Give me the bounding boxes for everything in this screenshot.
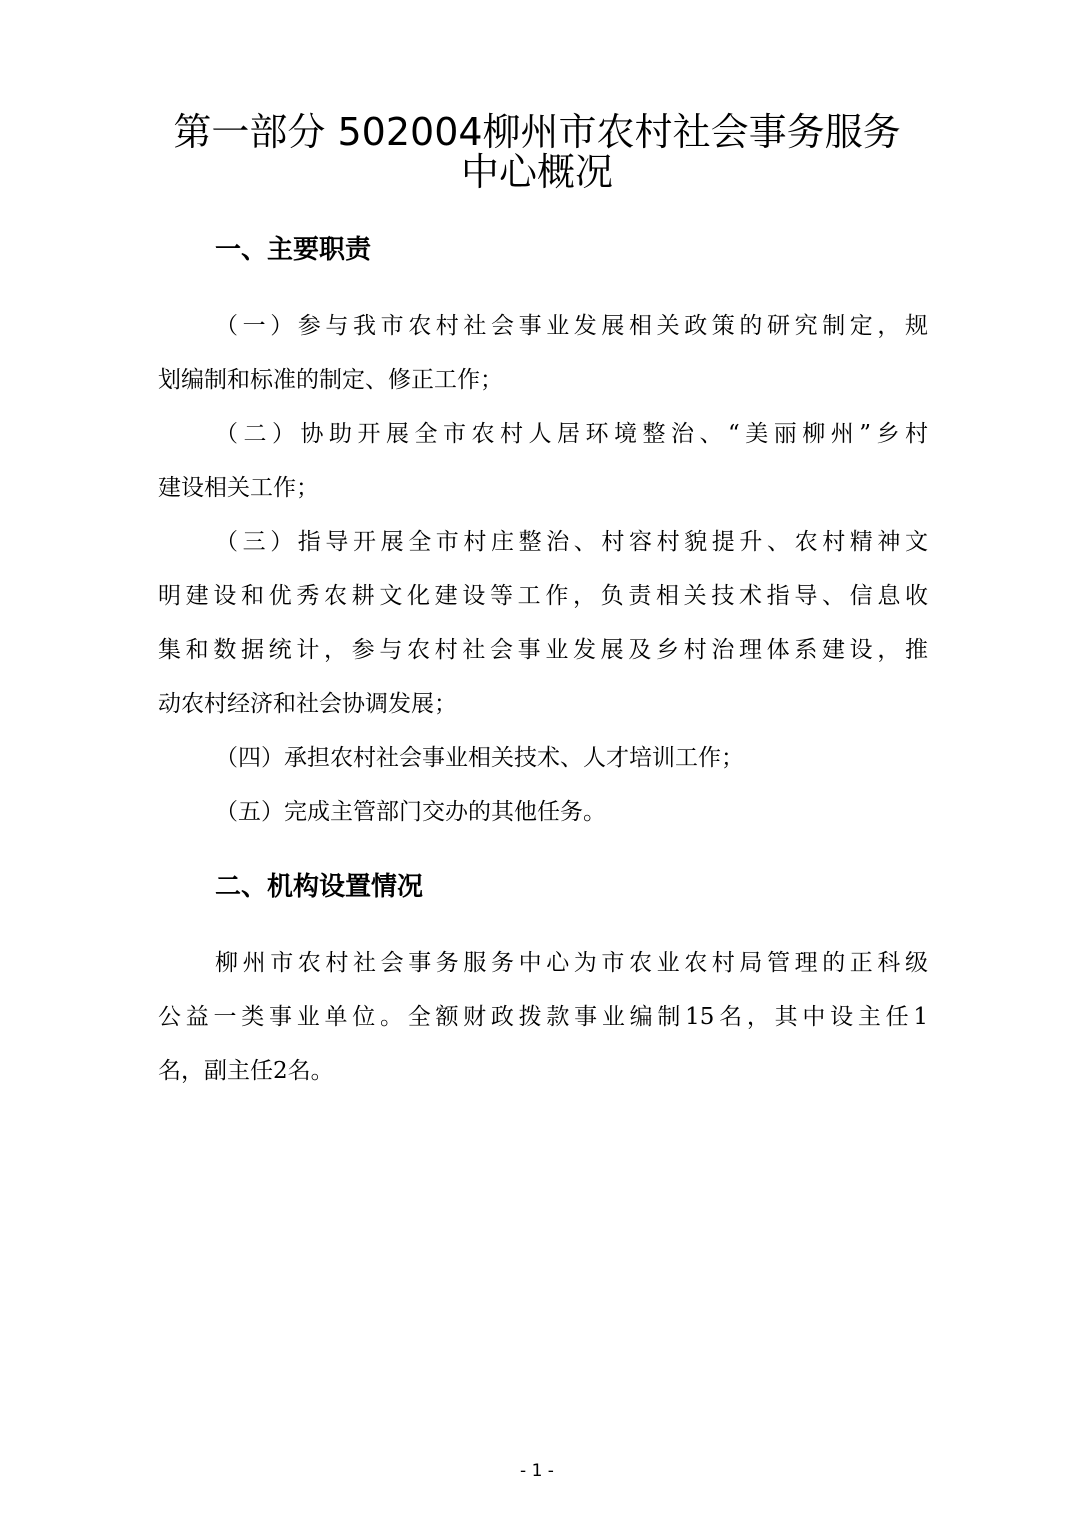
duty-item-3-line-1: （三）指导开展全市村庄整治、村容村貌提升、农村精神文	[215, 529, 928, 555]
duty-item-2-line-2: 建设相关工作；	[158, 475, 319, 501]
org-paragraph-line-3: 名，副主任2名。	[158, 1058, 334, 1084]
duty-item-1-line-1: （一）参与我市农村社会事业发展相关政策的研究制定，规	[215, 313, 928, 339]
duty-item-3-line-4: 动农村经济和社会协调发展；	[158, 691, 457, 717]
page-title-line-1: 第一部分 502004柳州市农村社会事务服务	[173, 110, 901, 154]
section-heading-main-duties: 一、主要职责	[215, 235, 372, 265]
duty-item-3-line-3: 集和数据统计，参与农村社会事业发展及乡村治理体系建设，推	[158, 637, 928, 663]
section-heading-organization: 二、机构设置情况	[215, 872, 424, 902]
org-paragraph-line-1: 柳州市农村社会事务服务中心为市农业农村局管理的正科级	[215, 950, 928, 976]
duty-item-3-line-2: 明建设和优秀农耕文化建设等工作，负责相关技术指导、信息收	[158, 583, 928, 609]
duty-item-4-line-1: （四）承担农村社会事业相关技术、人才培训工作；	[215, 745, 744, 771]
org-paragraph-line-2: 公益一类事业单位。全额财政拨款事业编制15名，其中设主任1	[158, 1004, 928, 1030]
page-number: - 1 -	[520, 1461, 554, 1481]
duty-item-2-line-1: （二）协助开展全市农村人居环境整治、“美丽柳州”乡村	[215, 421, 928, 447]
page-title-line-2: 中心概况	[460, 150, 613, 194]
duty-item-1-line-2: 划编制和标准的制定、修正工作；	[158, 367, 503, 393]
duty-item-5-line-1: （五）完成主管部门交办的其他任务。	[215, 799, 606, 825]
